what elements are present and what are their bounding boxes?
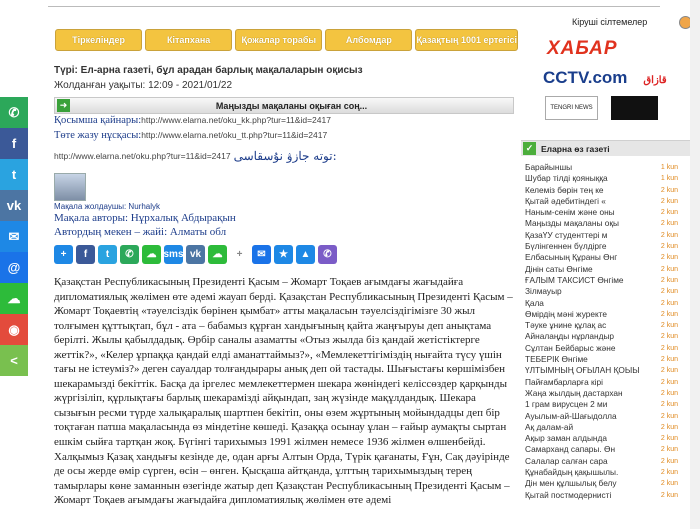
news-title: Маңызды мақаланы оқы	[525, 218, 619, 229]
news-item[interactable]	[525, 331, 700, 342]
fix-link-row[interactable]	[54, 130, 514, 144]
author-address: Автордың мекен – жайі: Алматы обл	[54, 226, 227, 238]
source-label: Қосымша қайнары:	[54, 115, 142, 126]
cctv-sub: قازاق	[643, 75, 667, 86]
news-item[interactable]	[525, 275, 700, 286]
news-age: 2 kun	[660, 197, 678, 205]
cctv-logo[interactable]	[521, 68, 700, 92]
news-age: 2 kun	[660, 457, 678, 465]
news-title: 1 грам вирусцен 2 ми	[525, 399, 608, 410]
article-author: Мақала авторы: Нұрхалық Абдырақын	[54, 212, 236, 224]
news-age: 2 kun	[660, 412, 678, 420]
news-age: 2 kun	[660, 288, 678, 296]
news-title: Дін мен құлшылық белу	[525, 478, 617, 489]
news-title: Келеміз бөрін тең ке	[525, 184, 604, 195]
news-age: 2 kun	[660, 480, 678, 488]
twitter-icon[interactable]: t	[0, 159, 28, 190]
article-body: Қазақстан Республикасының Президенті Қасым – Жомарт Тоқаев ағымдағы жағыдайға дипломатиялық жөлімен өте әдемі жауап берді. Қазақстан Республикасының Президенті Қасым – Жомарт Тоқаевтің «тәуелсіздік бөрінен қымбат» атты мақаласын тәуелсіздігімізге 30 жыл толғымен құттықтап, бұл - ата – бабамыз құрған хандығының қайта жаңғыруы деп анықтама берілті. Жылы қабылдадық. Өрбір саналы азаматты «Отыз жылда біз қандай жетістіктерге жеттік?», «Келер ұрпаққа қандай елді аманаттаймыз?», «Мемлекеттігіміздің нығайта түсу үшін тағы не істеуміз?» деген сауалдар толғандырары анық деп ой тастады. Шығыстағы көршімізбен шекарамызді бекіттік. Басқа да іргелес мемлекеттермен шекара жөніндегі келіссөздер қарқынды жүргізіліп, құрлықтағы барлық шекарамізді айқындап, заң жүзінде мақұлдандық. Шекара сызығын ресми түрде халықаралық шартпен бекітіп, оны өзем жұртының мойындадцы деп бір тоқтаған патша мақаласында өз міндетіне көшеді. Қазаққа осынау ұлан – ғайыр аумақты сыртан ешкім сыйға тартқан жоқ. Бүгінгі тарихымыз 1991 жілмен немесе 1936 жілмен өлшенбейді. Халқымыз Қазақ хандығы кезінде де, одан арғы Алтын Орда, Түрік қағанаты, Ғұн, Сақ дәуірінде де осы жерде өмір сүрген, өсін – өнген. Қысқаша айтқанда, ұлттың тарихымыздың терең тамырлары көне заманнын өзегінде жатыр деп Қазақстан Республикасының Президенті Қасым – Жомарт Тоқаев ағымдағы жағыдайға дипломатиялық жөлімен өте әдемі	[54, 276, 513, 507]
news-age: 2 kun	[660, 378, 678, 386]
news-item[interactable]	[525, 173, 700, 184]
news-title: ТЕБЕРІК Өнгіме	[525, 354, 588, 365]
scrollbar[interactable]	[690, 0, 700, 529]
news-age: 2 kun	[660, 367, 678, 375]
news-age: 2 kun	[660, 356, 678, 364]
messenger-icon[interactable]: ✉	[0, 221, 28, 252]
news-age: 2 kun	[660, 231, 678, 239]
wechat-icon[interactable]: ☁	[0, 283, 28, 314]
top-navigation	[55, 29, 518, 51]
share-buttons	[54, 245, 514, 265]
news-title: Тәуке ұнине құлақ ас	[525, 320, 607, 331]
news-item[interactable]	[525, 162, 700, 173]
facebook-icon[interactable]: f	[0, 128, 28, 159]
source-link-row[interactable]	[54, 115, 514, 129]
news-age: 2 kun	[660, 209, 678, 217]
news-title: Зілмауыр	[525, 286, 562, 297]
news-age: 2 kun	[660, 243, 678, 251]
news-title: Қытай әдебитіндегі «	[525, 195, 606, 206]
wechat-share-icon[interactable]: ☁	[142, 245, 161, 264]
social-sidebar	[0, 97, 28, 376]
news-item[interactable]	[525, 196, 700, 207]
news-item[interactable]	[525, 343, 700, 354]
sender-avatar	[54, 173, 86, 201]
news-age: 2 kun	[660, 344, 678, 352]
news-item[interactable]	[525, 230, 700, 241]
news-age: 2 kun	[660, 265, 678, 273]
news-title: Құнабайдың қақышылы.	[525, 467, 619, 478]
star-share-icon[interactable]: ★	[274, 245, 293, 264]
elarna-title: Еларна өз газеті	[541, 143, 610, 154]
news-item[interactable]	[525, 411, 700, 422]
facebook-share-icon[interactable]: f	[76, 245, 95, 264]
arabic-url[interactable]: http://www.elarna.net/oku.php?tur=11&id=2417	[54, 151, 231, 161]
vk-icon[interactable]: vk	[0, 190, 28, 221]
news-age: 2 kun	[660, 435, 678, 443]
news-age: 2 kun	[660, 276, 678, 284]
viber-share-icon[interactable]: ✆	[318, 245, 337, 264]
arabic-label: توته جازۋ نۇسقاسى:	[233, 149, 337, 163]
news-item[interactable]	[525, 264, 700, 275]
news-age: 2 kun	[660, 389, 678, 397]
news-title: Дінін саты Өнгіме	[525, 263, 593, 274]
news-item[interactable]	[525, 207, 700, 218]
news-title: Ауылым-ай-Шағыдолла	[525, 410, 617, 421]
news-title: Шубар тілді қояныққа	[525, 173, 608, 184]
news-age: 2 kun	[660, 254, 678, 262]
tengri-logo[interactable]: TENGRI NEWS	[545, 96, 598, 120]
read-bar-label: Маңызды мақаланы оқыған соң...	[215, 100, 368, 111]
whatsapp-share-icon[interactable]: ✆	[120, 245, 139, 264]
news-list	[521, 162, 700, 501]
news-item[interactable]	[525, 354, 700, 365]
news-age: 2 kun	[660, 423, 678, 431]
article-date: Жолданған уақыты: 12:09 - 2021/01/22	[54, 80, 233, 91]
news-age: 2 kun	[660, 310, 678, 318]
wechat2-share-icon[interactable]: ☁	[208, 245, 227, 264]
email-share-icon[interactable]: ✉	[252, 245, 271, 264]
news-item[interactable]	[525, 399, 700, 410]
news-age: 2 kun	[660, 299, 678, 307]
habar-logo[interactable]: ХАБАР	[547, 38, 618, 59]
news-age: 2 kun	[660, 333, 678, 341]
news-age: 2 kun	[660, 322, 678, 330]
black-banner[interactable]	[611, 96, 658, 120]
news-age: 2 kun	[660, 491, 678, 499]
fix-url[interactable]: http://www.elarna.net/oku_tt.php?tur=11&id=2417	[141, 130, 328, 140]
news-age: 2 kun	[660, 220, 678, 228]
visitors-label: Кіруші сілтемелер	[572, 17, 648, 27]
news-title: Сұлтан Бейбарыс және	[525, 342, 616, 353]
news-title: Самарханд сапары. Өн	[525, 444, 616, 455]
visitors-header[interactable]	[521, 8, 700, 36]
nav-item-tales[interactable]: Қазақтың 1001 ертегісі	[415, 29, 518, 51]
share-icon[interactable]: <	[0, 345, 28, 376]
cctv-text: CCTV.com	[543, 68, 628, 87]
news-item[interactable]	[525, 433, 700, 444]
news-item[interactable]	[525, 309, 700, 320]
news-item[interactable]	[525, 377, 700, 388]
nav-item-library[interactable]: Кітапхана	[145, 29, 232, 51]
news-title: Қытай постмодернисті	[525, 489, 612, 500]
news-item[interactable]	[525, 365, 700, 376]
news-item[interactable]	[525, 286, 700, 297]
elarna-header	[521, 140, 700, 156]
news-age: 1 kun	[660, 164, 678, 171]
nav-item-albums[interactable]: Албомдар	[325, 29, 412, 51]
logo-row	[521, 96, 700, 122]
news-age: 2 kun	[660, 469, 678, 477]
news-title: Салалар салған сара	[525, 455, 608, 466]
news-age: 2 kun	[660, 401, 678, 409]
news-title: Ақыр заман алдында	[525, 433, 607, 444]
nav-item-network[interactable]: Қожалар торабы	[235, 29, 322, 51]
news-item[interactable]	[525, 388, 700, 399]
news-title: ҒАЛЫМ ТАКСИСТ Өнгіме	[525, 274, 624, 285]
news-item[interactable]	[525, 320, 700, 331]
right-sidebar	[521, 0, 700, 501]
news-item[interactable]	[525, 467, 700, 478]
article-type: Түрі: Ел-арна газеті, бұл арадан барлық мақалаларын оқисыз	[54, 65, 363, 76]
news-item[interactable]	[525, 444, 700, 455]
news-item[interactable]	[525, 252, 700, 263]
news-age: 1 kun	[660, 175, 678, 183]
pdf-share-icon[interactable]: ▲	[296, 245, 315, 264]
partner-logos	[521, 38, 700, 122]
check-icon: ✓	[523, 142, 536, 155]
news-title: Жаңа жылдың дастархан	[525, 387, 623, 398]
weibo-icon[interactable]: ◉	[0, 314, 28, 345]
news-item[interactable]	[525, 490, 700, 501]
article-sender: Мақала жолдаушы: Nurhalyk	[54, 202, 160, 211]
news-item[interactable]	[525, 456, 700, 467]
read-important-bar[interactable]	[54, 97, 514, 114]
whatsapp-icon[interactable]: ✆	[0, 97, 28, 128]
fix-label: Төте жазу нұсқасы:	[54, 130, 142, 141]
email-icon[interactable]: @	[0, 252, 28, 283]
arabic-link-row[interactable]	[54, 147, 514, 165]
nav-item-registered[interactable]: Тіркеліндер	[55, 29, 142, 51]
news-title: Наным-сенім және оны	[525, 207, 615, 218]
news-age: 2 kun	[660, 446, 678, 454]
arrow-right-icon: ➜	[57, 99, 70, 112]
source-url[interactable]: http://www.elarna.net/oku_kk.php?tur=11&id=2417	[141, 115, 331, 125]
plus-share-icon[interactable]: +	[54, 245, 73, 264]
news-title: Айналаңды нұрландыр	[525, 331, 615, 342]
news-title: ҚазаҮУ студенттері м	[525, 229, 608, 240]
news-title: Елбасының Құраны Өнг	[525, 252, 618, 263]
news-item[interactable]	[525, 298, 700, 309]
twitter-share-icon[interactable]: t	[98, 245, 117, 264]
news-title: Барайыншы	[525, 162, 573, 172]
news-title: Бүлінгеннен бүлдірге	[525, 241, 607, 252]
more-share-icon[interactable]: +	[230, 245, 249, 264]
sms-share-icon[interactable]: sms	[164, 245, 183, 264]
news-item[interactable]	[525, 218, 700, 229]
vk-share-icon[interactable]: vk	[186, 245, 205, 264]
news-title: Ақ далам-ай	[525, 421, 574, 432]
news-item[interactable]	[525, 241, 700, 252]
news-title: ҮЛТЫМНЫҢ ОҒЫЛАН ҚОЫЫ	[525, 365, 640, 376]
news-title: Пайғамбарларға кірі	[525, 376, 603, 387]
news-item[interactable]	[525, 185, 700, 196]
news-title: Қала	[525, 297, 544, 308]
article-main	[54, 60, 514, 508]
news-item[interactable]	[525, 422, 700, 433]
news-title: Өмірдің мәні журекте	[525, 308, 608, 319]
news-age: 2 kun	[660, 186, 678, 194]
news-item[interactable]	[525, 478, 700, 489]
